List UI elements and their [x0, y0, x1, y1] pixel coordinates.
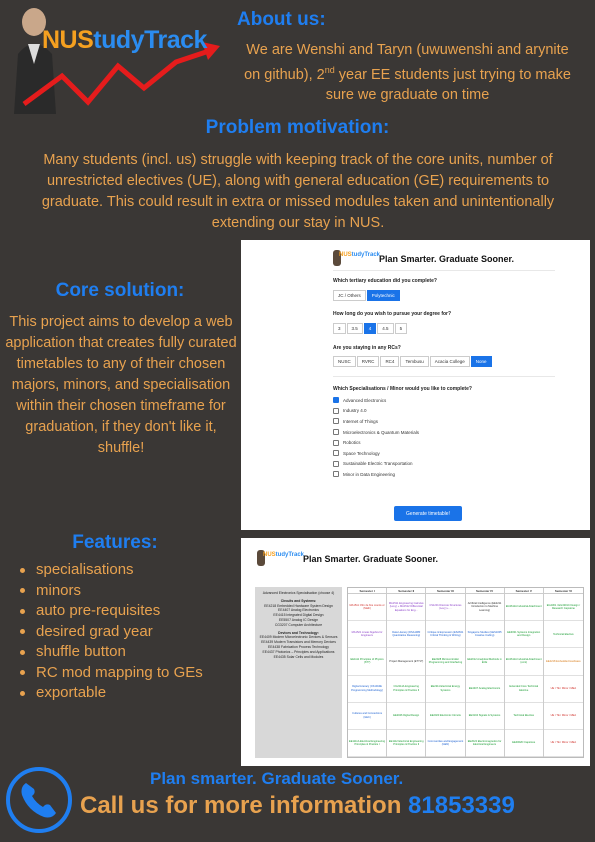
- mini-logo: NUStudyTrack: [333, 250, 377, 268]
- module-cell: Critique & Expression (ES2631 Critical Thinking & Writing): [426, 621, 464, 648]
- checkbox-item[interactable]: Space Technology: [333, 448, 419, 459]
- module-cell: EG3611A Industrial Attachment: [505, 594, 543, 621]
- phone-number[interactable]: 81853339: [408, 792, 515, 819]
- module-cell: Technical Elective: [505, 703, 543, 730]
- module-cell: Cultures and Connections (GEC): [348, 703, 386, 730]
- card-module: EE5507 Analog IC Design: [278, 617, 319, 622]
- module-cell: EE4002D Capstone: [505, 730, 543, 757]
- module-cell: EE4407 Analog Electronics: [466, 676, 504, 703]
- option-4[interactable]: 4: [364, 323, 377, 334]
- card-module: EE4439 Modern Transistors and Memory Devices: [261, 640, 336, 645]
- logo: [6, 4, 226, 122]
- core-heading: Core solution:: [55, 280, 185, 301]
- generate-button[interactable]: Generate timetable!: [394, 506, 462, 521]
- module-cell: EE1111A Electrical Engineering Principles & Practice I: [348, 730, 386, 757]
- module-cell: Extended Core Technical Elective: [505, 676, 543, 703]
- call-text: Call us for more information: [80, 792, 402, 819]
- module-cell: EE1111 Principles of Physics (ST?): [348, 648, 386, 675]
- specialisation-checklist: [333, 395, 419, 480]
- checkbox-item[interactable]: Robotics: [333, 437, 419, 448]
- semester-header: Semester III: [426, 588, 464, 594]
- module-cell: Singapore Studies (GES1005 Creative Coding): [466, 621, 504, 648]
- features-list: [20, 560, 203, 704]
- about-text: We are Wenshi and Taryn (uwuwenshi and arynite on github), 2nd year EE students just trying to make sure we graduate on time: [244, 42, 571, 103]
- module-cell: EE2022 Electromagnetics for Electrical Engineers: [466, 730, 504, 757]
- specialisation-card: [255, 587, 342, 758]
- tagline: Plan smarter. Graduate Sooner.: [150, 769, 404, 788]
- card-module: EE4415 Integrated Digital Design: [273, 613, 324, 618]
- module-cell: CS1231 Discrete Structures (Levy) + ...: [426, 594, 464, 621]
- module-cell: MA1511 CS1 2e fine counts or (Math): [348, 594, 386, 621]
- feature-item: shuffle button: [20, 642, 203, 663]
- module-cell: Artificial Intelligence (EE2211 Introduction to Machine Learning): [466, 594, 504, 621]
- checkbox-item[interactable]: Industry 4.0: [333, 406, 419, 417]
- module-cell: EE3104 Signals & Systems: [466, 703, 504, 730]
- checkbox-item[interactable]: Sustainable Electric Transportation: [333, 459, 419, 470]
- card-module: EE4218 Embedded Hardware System Design: [264, 603, 333, 608]
- module-cell: UE / TE / Minor / MEA: [544, 730, 583, 757]
- semester-header: Semester II: [387, 588, 425, 594]
- module-cell: EE1112 Electrical Engineering Principles & Practice II: [387, 730, 425, 757]
- module-cell: Technical Elective: [544, 621, 583, 648]
- semester-column: [387, 588, 426, 757]
- option-3[interactable]: 3: [333, 323, 346, 334]
- card-subheading: Circuits and Systems:: [280, 598, 317, 603]
- core-text: This project aims to develop a web application that creates fully curated timetables to any of their chosen majors, minors, and specialisation within their chosen timeframe for graduation, if they don't like it, shuffle!: [5, 314, 237, 456]
- module-cell: EE2023 Electronic Circuits: [426, 703, 464, 730]
- module-cell: MA1511 Engineering Calculus (Levy) + MA1512 Differential Equations for Eng...: [387, 594, 425, 621]
- module-cell: EG3611A Industrial Attachment (cont): [505, 648, 543, 675]
- semester-header: Semester V: [505, 588, 543, 594]
- card-module: EE4435 Solar Cells and Modules: [273, 654, 324, 659]
- problem-heading: Problem motivation:: [205, 117, 390, 138]
- card-subheading: Devices and Technology:: [278, 630, 319, 635]
- question-rc: Are you staying in any RCs?: [333, 345, 401, 351]
- problem-text: Many students (incl. us) struggle with keeping track of the core units, number of unrestricted electives (UE), along with general education (GE) requirements to graduate. This could result in extra or missed modules taken and unintentionally extending our stay in NUS.: [41, 152, 555, 231]
- checkbox-item[interactable]: Internet of Things: [333, 416, 419, 427]
- semester-column: [544, 588, 583, 757]
- app-title: Plan Smarter. Graduate Sooner.: [379, 254, 515, 264]
- card-module: CG3207 Computer Architecture: [274, 622, 323, 627]
- option-acacia[interactable]: Acacia College: [430, 356, 470, 367]
- module-cell: Data Literacy (DSA1080 Quantitative Reasoning): [387, 621, 425, 648]
- module-cell: UE / TE / Minor / MEA: [544, 676, 583, 703]
- checkbox-item[interactable]: Microelectronics & Quantum Materials: [333, 427, 419, 438]
- question-duration: How long do you wish to pursue your degree for?: [333, 311, 452, 317]
- semester-column: [426, 588, 465, 757]
- module-cell: EE4218 Embedded Hardware: [544, 648, 583, 675]
- option-none[interactable]: None: [471, 356, 492, 367]
- semester-header: Semester IV: [466, 588, 504, 594]
- app-screenshot-timetable: [241, 538, 590, 766]
- semester-header: Semester I: [348, 588, 386, 594]
- semester-column: [348, 588, 387, 757]
- option-5[interactable]: 5: [395, 323, 408, 334]
- option-jc[interactable]: JC / Others: [333, 290, 366, 301]
- module-cell: EE2012 Analytical Methods in ECE: [466, 648, 504, 675]
- option-rc4[interactable]: RC4: [380, 356, 399, 367]
- checkbox-item[interactable]: Minor in Data Engineering: [333, 469, 419, 480]
- semester-header: Semester VI: [544, 588, 583, 594]
- module-cell: EE2026 Digital Design: [387, 703, 425, 730]
- feature-item: exportable: [20, 683, 203, 704]
- call-line: [80, 792, 515, 820]
- app-screenshot-form: [241, 240, 590, 530]
- module-cell: Project Management (ET?1?): [387, 648, 425, 675]
- semester-column: [466, 588, 505, 757]
- timetable-grid: [347, 587, 584, 758]
- feature-item: auto pre-requisites: [20, 601, 203, 622]
- app-title: Plan Smarter. Graduate Sooner.: [303, 554, 439, 564]
- question-tertiary: Which tertiary education did you complete?: [333, 278, 437, 284]
- option-tembusu[interactable]: Tembusu: [400, 356, 428, 367]
- feature-item: RC mod mapping to GEs: [20, 663, 203, 684]
- option-4-5[interactable]: 4.5: [377, 323, 393, 334]
- trend-arrow-icon: [6, 4, 226, 122]
- option-3-5[interactable]: 3.5: [347, 323, 363, 334]
- option-nusc[interactable]: NUSC: [333, 356, 356, 367]
- card-module: EE4438 Fabrication Process Technology: [267, 644, 329, 649]
- module-cell: UE / TE / Minor / MEA: [544, 703, 583, 730]
- logo-text: NUStudyTrack: [42, 26, 207, 54]
- card-title: Advanced Electronics Specialisation (choose 4): [262, 591, 335, 595]
- semester-column: [505, 588, 544, 757]
- features-heading: Features:: [72, 532, 158, 553]
- module-cell: MA1521 Linear Algebra for Engineers: [348, 621, 386, 648]
- feature-item: desired grad year: [20, 622, 203, 643]
- module-cell: EE3031 Systems Integration and Design: [505, 621, 543, 648]
- option-poly[interactable]: Polytechnic: [367, 290, 400, 301]
- about-heading: About us:: [237, 9, 326, 30]
- feature-item: specialisations: [20, 560, 203, 581]
- phone-icon: [4, 765, 74, 835]
- module-cell: EG4301 / EG4301C Design / Research Capstone: [544, 594, 583, 621]
- mini-logo: NUStudyTrack: [257, 550, 301, 568]
- module-cell: EE2211 Electrical Energy Systems: [426, 676, 464, 703]
- card-module: EE4407 Analog Electronics: [278, 608, 319, 613]
- module-cell: Communities and Engagement (GEN): [426, 730, 464, 757]
- module-cell: EE2028 Microcontroller Programming and Interfacing: [426, 648, 464, 675]
- card-module: EE4409 Modern Microelectronic Devices & Sensors: [259, 635, 338, 640]
- feature-item: minors: [20, 581, 203, 602]
- checkbox-item[interactable]: Advanced Electronics: [333, 395, 419, 406]
- module-cell: CG2111A Engineering Principles & Practice II: [387, 676, 425, 703]
- option-rvrc[interactable]: RVRC: [357, 356, 380, 367]
- card-module: EE4437 Photonics – Principles and Applications: [262, 649, 335, 654]
- module-cell: Digital Literacy (CS1010E Programming Methodology): [348, 676, 386, 703]
- question-specialisation: Which Specialisations / Minor would you like to complete?: [333, 386, 472, 392]
